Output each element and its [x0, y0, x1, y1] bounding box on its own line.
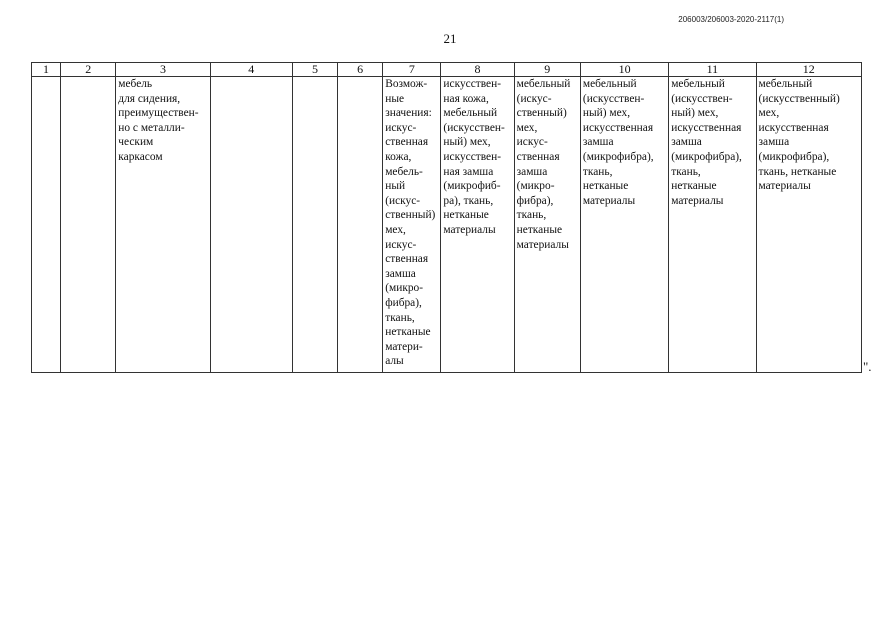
column-number-cell: 10	[580, 63, 668, 77]
material-values-cell: мебельный (искусствен- ный) мех, искусственная замша (микрофибра), ткань, нетканые материалы	[580, 77, 668, 373]
material-values-cell: искусствен- ная кожа, мебельный (искусствен- ный) мех, искусствен- ная замша (микрофиб- ра), ткань, нетканые материалы	[441, 77, 514, 373]
material-values-cell: мебельный (искусствен- ный) мех, искусственная замша (микрофибра), ткань, нетканые материалы	[669, 77, 756, 373]
page-number: 21	[443, 31, 457, 46]
table-cell	[292, 77, 337, 373]
column-number-cell: 3	[116, 63, 210, 77]
column-number-cell: 6	[338, 63, 383, 77]
table-cell	[32, 77, 61, 373]
column-number-cell: 4	[210, 63, 292, 77]
table-cell	[61, 77, 116, 373]
product-name-cell: мебель для сидения, преимуществен- но с металли- ческим каркасом	[116, 77, 210, 373]
column-number-cell: 11	[669, 63, 756, 77]
material-values-cell: мебельный (искус- ственный) мех, искус- ственная замша (микро- фибра), ткань, нетканые материалы	[514, 77, 580, 373]
closing-quote-mark: ".	[863, 359, 872, 374]
column-number-cell: 1	[32, 63, 61, 77]
column-number-cell: 12	[756, 63, 861, 77]
table-row	[32, 77, 862, 373]
material-values-cell: мебельный (искусственный) мех, искусственная замша (микрофибра), ткань, нетканые материалы	[756, 77, 861, 373]
table-cell	[210, 77, 292, 373]
column-number-cell: 5	[292, 63, 337, 77]
table-cell	[338, 77, 383, 373]
column-number-cell: 7	[383, 63, 441, 77]
document-id: 206003/206003-2020-2117(1)	[678, 15, 784, 24]
column-number-row	[32, 63, 862, 77]
column-number-cell: 2	[61, 63, 116, 77]
column-number-cell: 9	[514, 63, 580, 77]
spec-table	[31, 62, 862, 373]
possible-values-cell: Возмож- ные значения: искус- ственная кожа, мебель- ный (искус- ственный) мех, искус- ственная замша (микро- фибра), ткань, нетканые матери- алы	[383, 77, 441, 373]
column-number-cell: 8	[441, 63, 514, 77]
